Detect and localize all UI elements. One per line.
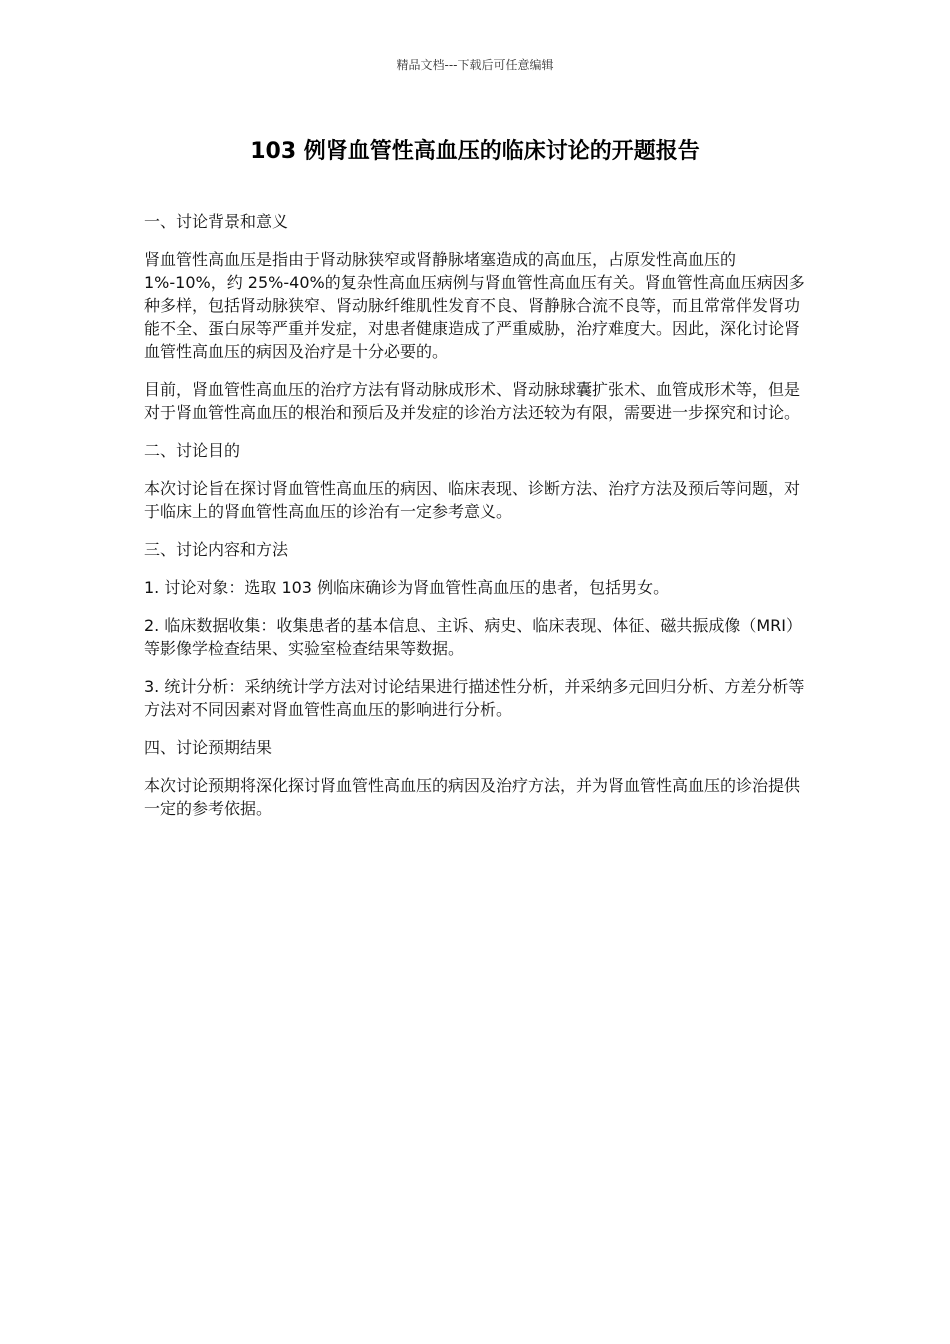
paragraph-background-2: 目前，肾血管性高血压的治疗方法有肾动脉成形术、肾动脉球囊扩张术、血管成形术等，但是对于肾血管性高血压的根治和预后及并发症的诊治方法还较为有限，需要进一步探究和讨论。 [144,380,801,422]
document-body [144,210,806,835]
section-heading-background: 一、讨论背景和意义 [144,212,289,231]
section-heading-purpose: 二、讨论目的 [144,441,241,460]
header-note: 精品文档---下载后可任意编辑 [396,58,554,72]
document-title: 103 例肾血管性高血压的临床讨论的开题报告 [250,139,700,164]
list-item-statistics: 3. 统计分析：采纳统计学方法对讨论结果进行描述性分析，并采纳多元回归分析、方差分析等方法对不同因素对肾血管性高血压的影响进行分析。 [144,677,805,719]
paragraph-expected-results: 本次讨论预期将深化探讨肾血管性高血压的病因及治疗方法，并为肾血管性高血压的诊治提供一定的参考依据。 [144,776,801,818]
paragraph-background-1: 肾血管性高血压是指由于肾动脉狭窄或肾静脉堵塞造成的高血压，占原发性高血压的 1%-10%，约 25%-40%的复杂性高血压病例与肾血管性高血压有关。肾血管性高血压病因多种多样，包括肾动脉狭窄、肾动脉纤维肌性发育不良、肾静脉合流不良等，而且常常伴发肾功能不全、蛋白尿等严重并发症，对患者健康造成了严重威胁，治疗难度大。因此，深化讨论肾血管性高血压的病因及治疗是十分必要的。 [144,250,805,361]
list-item-data-collection: 2. 临床数据收集：收集患者的基本信息、主诉、病史、临床表现、体征、磁共振成像（MRI）等影像学检查结果、实验室检查结果等数据。 [144,616,802,658]
list-item-subjects: 1. 讨论对象：选取 103 例临床确诊为肾血管性高血压的患者，包括男女。 [144,578,670,597]
section-heading-methods: 三、讨论内容和方法 [144,540,289,559]
paragraph-purpose: 本次讨论旨在探讨肾血管性高血压的病因、临床表现、诊断方法、治疗方法及预后等问题，对于临床上的肾血管性高血压的诊治有一定参考意义。 [144,479,801,521]
section-heading-expected-results: 四、讨论预期结果 [144,738,273,757]
